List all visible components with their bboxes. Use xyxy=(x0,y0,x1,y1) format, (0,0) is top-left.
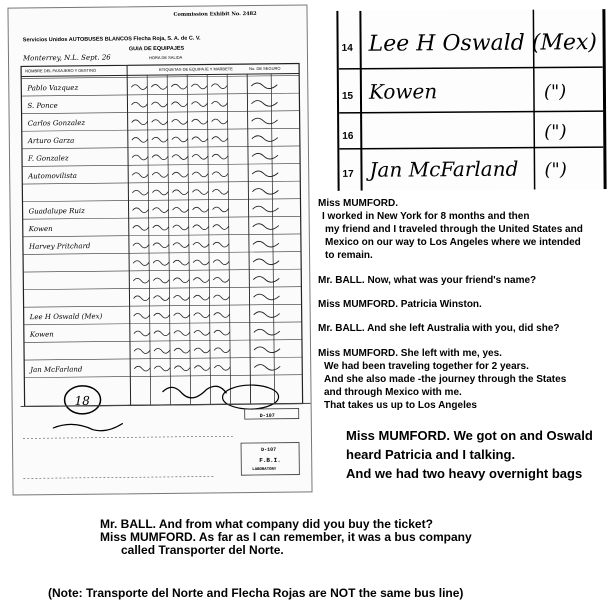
passenger-name: Lee H Oswald (Mex) xyxy=(29,312,103,322)
tag-scribble xyxy=(152,172,168,177)
inset-row-number: 14 xyxy=(341,42,353,54)
table-row-line xyxy=(22,111,300,114)
passenger-name: Jan McFarland xyxy=(30,365,83,374)
seguro-scribble xyxy=(254,364,280,370)
seguro-scribble xyxy=(253,241,279,247)
testimony-line: my friend and I traveled through the United States and xyxy=(325,224,583,235)
tag-scribble xyxy=(173,260,189,265)
table-row-line xyxy=(23,216,301,219)
tag-scribble xyxy=(172,137,188,142)
tag-scribble xyxy=(173,243,189,248)
tag-scribble xyxy=(172,190,188,195)
tag-scribble xyxy=(152,155,168,160)
inset-rows xyxy=(342,30,598,182)
table-frame xyxy=(21,64,303,407)
tag-scribble xyxy=(133,261,149,266)
tag-scribble xyxy=(192,137,208,142)
route-line: Monterrey, N.L. Sept. 26 xyxy=(22,53,111,63)
column-tags-header: ETIQUETAS DE EQUIPAJE Y MARBETE xyxy=(159,66,233,72)
inset-ditto-mark: (") xyxy=(543,81,567,103)
baggage-guide-drawing xyxy=(8,5,311,494)
seguro-scribble xyxy=(252,171,278,177)
tag-scribble xyxy=(174,313,190,318)
seguro-scribble xyxy=(251,83,277,89)
tag-scribble xyxy=(193,242,209,247)
tag-scribble xyxy=(191,102,207,107)
tag-scribble xyxy=(134,313,150,318)
tag-scribble xyxy=(214,365,230,370)
tag-scribble xyxy=(152,120,168,125)
signature-scribble xyxy=(162,386,226,398)
table-row-line xyxy=(21,93,299,96)
passenger-name: Kowen xyxy=(28,224,53,234)
table-row-line xyxy=(23,269,301,272)
tag-scribble xyxy=(213,207,229,212)
table-row-line xyxy=(22,128,300,131)
tag-scribble xyxy=(154,348,170,353)
tag-scribble xyxy=(213,260,229,265)
tag-scribble xyxy=(194,366,210,371)
table-row-line xyxy=(23,252,301,255)
passenger-name: Guadalupe Ruiz xyxy=(28,206,85,216)
passenger-name: S. Ponce xyxy=(27,101,58,110)
table-row-line xyxy=(22,199,300,202)
tag-scribble xyxy=(173,278,189,283)
column-name-header: NOMBRE DEL PASAJERO Y DESTINO xyxy=(25,67,97,74)
tag-scribble xyxy=(192,190,208,195)
inset-passenger-name: Kowen xyxy=(368,79,438,104)
tag-scribble xyxy=(174,331,190,336)
tag-scribble xyxy=(154,313,170,318)
passenger-name: F. Gonzalez xyxy=(27,154,69,163)
tag-scribble xyxy=(173,225,189,230)
editorial-note: (Note: Transporte del Norte and Flecha Rojas are NOT the same bus line) xyxy=(48,586,464,600)
testimony-block-1 xyxy=(318,197,583,262)
seguro-scribble xyxy=(252,188,278,194)
bottom-signature xyxy=(53,423,123,431)
tag-scribble xyxy=(132,120,148,125)
tag-scribble xyxy=(212,189,228,194)
tag-scribble xyxy=(173,295,189,300)
tag-scribble xyxy=(131,102,147,107)
zoomed-inset xyxy=(336,9,606,191)
tag-scribble xyxy=(154,331,170,336)
question-friend-name: Mr. BALL. Now, what was your friend's name? xyxy=(318,275,537,286)
tag-scribble xyxy=(154,366,170,371)
column-seg-header: No. DE SEGURO xyxy=(249,65,281,72)
question-ticket-company: Mr. BALL. And from what company did you buy the ticket? xyxy=(100,517,433,531)
tag-scribble xyxy=(192,172,208,177)
tag-scribble xyxy=(153,296,169,301)
circled-number: 18 xyxy=(74,393,90,408)
seguro-scribble xyxy=(253,206,279,212)
seguro-scribble xyxy=(253,224,279,230)
inset-row-number: 15 xyxy=(341,90,354,102)
question-left-australia: Mr. BALL. And she left Australia with you, did she? xyxy=(318,323,560,334)
seguro-scribble xyxy=(253,276,279,282)
table-row-line xyxy=(22,164,300,167)
inset-ditto-mark: (") xyxy=(544,159,567,181)
answer-ticket-company-cont: called Transporter del Norte. xyxy=(121,543,284,557)
tag-scribble xyxy=(152,190,168,195)
tag-scribble xyxy=(194,313,210,318)
seguro-scribble xyxy=(254,329,280,335)
table-row-line xyxy=(23,234,301,237)
testimony-highlight-line: heard Patricia and I talking. xyxy=(346,447,516,462)
tag-scribble xyxy=(133,225,149,230)
table-row-line xyxy=(24,375,302,378)
form-title: GUIA DE EQUIPAJES xyxy=(128,45,185,53)
tag-scribble xyxy=(174,366,190,371)
tag-scribble xyxy=(131,85,147,90)
inset-ditto-mark: (") xyxy=(544,121,567,143)
tag-scribble xyxy=(211,101,227,106)
tag-scribble xyxy=(171,84,187,89)
tag-scribble xyxy=(213,242,229,247)
page-stamp-bottom: D-107 xyxy=(261,446,277,453)
tag-scribble xyxy=(172,119,188,124)
table-row-line xyxy=(24,357,302,360)
testimony-highlight-line: Miss MUMFORD. We got on and Oswald xyxy=(346,428,593,443)
tag-scribble xyxy=(212,172,228,177)
tag-scribble xyxy=(213,295,229,300)
tag-scribble xyxy=(214,348,230,353)
tag-scribble xyxy=(132,155,148,160)
tag-scribble xyxy=(172,155,188,160)
tag-scribble xyxy=(151,102,167,107)
tag-scribble xyxy=(193,225,209,230)
tag-scribble xyxy=(212,137,228,142)
tag-scribble xyxy=(152,137,168,142)
tag-scribble xyxy=(134,349,150,354)
testimony-line: Mexico on our way to Los Angeles where we intended xyxy=(325,237,581,248)
inset-passenger-name: Lee H Oswald (Mex) xyxy=(368,30,598,57)
passenger-name: Automovilista xyxy=(28,171,77,181)
page-stamp-top: D-107 xyxy=(259,412,275,419)
passenger-names xyxy=(25,82,280,374)
testimony-highlight xyxy=(346,426,593,483)
tag-scribble xyxy=(214,330,230,335)
tag-scribble xyxy=(193,260,209,265)
tag-scribble xyxy=(153,225,169,230)
testimony-line: I worked in New York for 8 months and then xyxy=(322,211,530,222)
table-row-line xyxy=(24,340,302,343)
fbi-substamp: LABORATORY xyxy=(252,467,277,473)
testimony-line: to remain. xyxy=(325,250,373,261)
seguro-scribble xyxy=(254,347,280,353)
testimony-block-2 xyxy=(318,347,566,412)
tag-scribble xyxy=(212,154,228,159)
table-row-line xyxy=(22,146,300,149)
tag-scribble xyxy=(132,137,148,142)
tag-scribble xyxy=(173,207,189,212)
company-line: Servicios Unidos AUTOBUSES BLANCOS Flecha Roja, S. A. de C. V. xyxy=(22,35,201,44)
table-row-line xyxy=(24,304,302,307)
inset-row-number: 17 xyxy=(342,168,354,180)
passenger-name: Arturo Garza xyxy=(27,136,75,146)
testimony-line: And she also made -the journey through the States xyxy=(324,374,567,385)
table-row-line xyxy=(24,322,302,325)
inset-row-number: 16 xyxy=(342,130,354,142)
tag-scribble xyxy=(133,243,149,248)
testimony-line: We had been traveling together for 2 years. xyxy=(324,361,529,372)
seguro-scribble xyxy=(252,153,278,159)
table-row-line xyxy=(23,287,301,290)
seguro-scribble xyxy=(253,259,279,265)
tag-scribble xyxy=(174,348,190,353)
tag-scribble xyxy=(153,208,169,213)
passenger-name: Harvey Pritchard xyxy=(28,242,91,251)
tag-scribble xyxy=(213,277,229,282)
exhibit-label: Commission Exhibit No. 2482 xyxy=(173,10,257,18)
fbi-stamp: F.B.I. xyxy=(259,456,281,464)
seguro-scribble xyxy=(252,136,278,142)
inset-drawing xyxy=(338,9,603,191)
tag-scribble xyxy=(153,243,169,248)
hora-label: HORA DE SALIDA xyxy=(148,54,183,61)
tag-scribble xyxy=(214,313,230,318)
answer-friend-name: Miss MUMFORD. Patricia Winston. xyxy=(318,299,482,310)
tag-scribble xyxy=(191,84,207,89)
seguro-scribble xyxy=(252,118,278,124)
passenger-name: Pablo Vazquez xyxy=(27,83,79,93)
testimony-line: That takes us up to Los Angeles xyxy=(324,400,477,411)
tag-scribble xyxy=(132,190,148,195)
tag-scribble xyxy=(133,278,149,283)
tag-scribble xyxy=(193,278,209,283)
tag-scribble xyxy=(194,330,210,335)
tag-scribble xyxy=(193,295,209,300)
tag-scribble xyxy=(211,84,227,89)
tag-scribble xyxy=(171,102,187,107)
passenger-name: Kowen xyxy=(29,330,54,339)
tag-scribble xyxy=(192,154,208,159)
testimony-line: Miss MUMFORD. She left with me, yes. xyxy=(318,348,502,359)
tag-scribble xyxy=(193,207,209,212)
testimony-highlight-line: And we had two heavy overnight bags xyxy=(346,466,583,481)
passenger-name: Carlos Gonzalez xyxy=(27,118,86,128)
tag-scribble xyxy=(133,296,149,301)
tag-scribble xyxy=(133,208,149,213)
testimony-line: and through Mexico with me. xyxy=(324,387,462,398)
tag-scribble xyxy=(194,348,210,353)
tag-scribble xyxy=(192,119,208,124)
inset-passenger-name: Jan McFarland xyxy=(369,156,519,182)
tag-scribble xyxy=(153,260,169,265)
tag-scribble xyxy=(153,278,169,283)
table-row-line xyxy=(22,181,300,184)
seguro-scribble xyxy=(253,294,279,300)
testimony-speaker: Miss MUMFORD. xyxy=(318,198,398,209)
scanned-baggage-guide xyxy=(7,4,312,495)
answer-ticket-company: Miss MUMFORD. As far as I can remember, it was a bus company xyxy=(100,530,472,544)
tag-scribble xyxy=(151,84,167,89)
tag-scribble xyxy=(213,225,229,230)
seguro-scribble xyxy=(251,100,277,106)
tag-scribble xyxy=(172,172,188,177)
tag-scribble xyxy=(132,173,148,178)
seguro-scribble xyxy=(254,312,280,318)
tag-scribble xyxy=(134,331,150,336)
tag-scribble xyxy=(212,119,228,124)
tag-scribble xyxy=(134,366,150,371)
